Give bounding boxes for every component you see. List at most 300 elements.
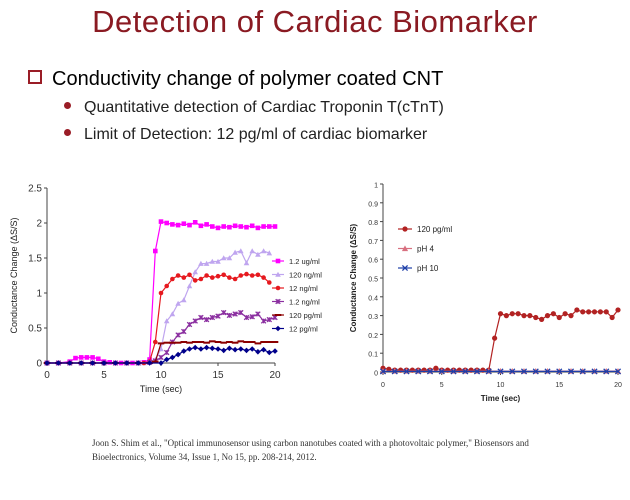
data-point <box>586 309 591 314</box>
data-point <box>492 336 497 341</box>
data-point <box>204 345 210 351</box>
data-point <box>142 360 147 365</box>
legend-label: 1.2 ug/ml <box>289 257 320 266</box>
data-point <box>163 342 170 344</box>
data-point <box>450 368 456 374</box>
data-point <box>267 250 273 255</box>
data-point <box>78 360 84 366</box>
data-point <box>158 360 164 366</box>
data-point <box>209 340 216 342</box>
data-point <box>113 361 118 366</box>
data-point <box>153 340 158 345</box>
data-point <box>124 360 130 365</box>
data-point <box>44 362 51 364</box>
data-point <box>210 315 215 320</box>
legend-label: 1.2 ng/ml <box>289 297 320 307</box>
data-point <box>186 342 193 344</box>
reference-citation <box>92 436 562 464</box>
data-point <box>176 273 181 278</box>
data-point <box>79 361 84 366</box>
data-point <box>164 284 169 289</box>
data-point <box>474 368 480 374</box>
y-axis-label: Conductance Change (ΔS/S) <box>349 223 358 333</box>
data-point <box>56 360 62 366</box>
data-point <box>521 368 527 374</box>
y-tick-label: 0.9 <box>368 201 378 209</box>
data-point <box>256 312 261 317</box>
data-point <box>198 346 204 352</box>
data-point <box>232 342 239 344</box>
data-point <box>67 360 73 365</box>
round-bullet-icon <box>64 129 71 136</box>
data-point <box>203 342 210 344</box>
data-point <box>255 252 261 257</box>
data-point <box>273 224 278 229</box>
data-point <box>226 341 233 343</box>
data-point <box>192 341 199 343</box>
legend-label: pH 10 <box>417 264 439 273</box>
data-point <box>498 369 503 374</box>
x-tick-label: 20 <box>269 370 281 381</box>
data-point <box>244 315 249 320</box>
data-point <box>592 309 597 314</box>
data-point <box>102 359 107 364</box>
data-point <box>221 310 226 315</box>
x-tick-label: 15 <box>555 382 564 389</box>
data-point <box>187 346 193 352</box>
data-point <box>615 369 620 374</box>
data-point <box>591 368 597 374</box>
data-point <box>392 369 397 374</box>
data-point <box>272 348 278 354</box>
data-point <box>415 368 421 374</box>
data-point <box>568 369 573 374</box>
y-axis-label: Conductance Change (ΔS/S) <box>9 217 19 334</box>
legend-label: pH 4 <box>417 244 434 254</box>
data-point <box>101 360 107 366</box>
data-point <box>261 319 266 324</box>
data-point <box>68 361 73 366</box>
data-point <box>604 369 609 374</box>
data-point <box>250 224 255 229</box>
x-tick-label: 15 <box>212 370 224 381</box>
data-point <box>90 360 96 365</box>
data-point <box>497 368 503 374</box>
data-point <box>238 248 244 253</box>
data-point <box>169 342 176 344</box>
data-point <box>182 221 187 226</box>
data-point <box>159 291 164 296</box>
data-point <box>261 224 266 229</box>
data-point <box>187 223 192 228</box>
data-point <box>544 368 550 374</box>
data-point <box>486 369 491 374</box>
data-point <box>533 315 538 320</box>
data-point <box>486 368 492 374</box>
data-point <box>404 368 409 373</box>
data-point <box>445 368 450 373</box>
data-point <box>136 361 141 366</box>
data-point <box>273 315 278 320</box>
data-point <box>220 342 227 344</box>
legend-marker <box>275 314 282 316</box>
data-point <box>182 329 187 334</box>
data-point <box>146 362 153 364</box>
data-point <box>392 368 398 374</box>
data-point <box>403 368 409 374</box>
data-point <box>404 369 409 374</box>
data-point <box>175 301 181 306</box>
data-point <box>175 342 182 344</box>
data-point <box>136 361 141 366</box>
data-point <box>498 311 503 316</box>
data-point <box>135 360 141 365</box>
data-point <box>232 347 238 353</box>
data-point <box>227 255 233 260</box>
data-point <box>56 360 62 365</box>
data-point <box>164 357 170 363</box>
data-point <box>135 362 142 364</box>
data-point <box>221 348 227 354</box>
data-point <box>474 369 479 374</box>
data-point <box>204 261 210 266</box>
legend-label: 120 ng/ml <box>289 270 322 280</box>
data-point <box>557 369 562 374</box>
data-point <box>227 275 232 280</box>
y-tick-label: 1 <box>374 182 378 190</box>
y-tick-label: 0 <box>36 358 42 370</box>
series-line-3 <box>47 274 269 363</box>
data-point <box>580 369 585 374</box>
data-point <box>181 348 187 354</box>
data-point <box>90 361 95 366</box>
data-point <box>193 319 198 324</box>
data-point <box>159 355 164 360</box>
main-bullet-text: Conductivity change of polymer coated CNT <box>52 68 444 90</box>
data-point <box>250 315 255 320</box>
data-point <box>255 342 262 344</box>
y-tick-label: 0.1 <box>368 351 378 359</box>
data-point <box>176 223 181 228</box>
data-point <box>164 350 169 355</box>
data-point <box>113 360 119 365</box>
data-point <box>451 368 456 373</box>
data-point <box>433 366 438 371</box>
data-point <box>244 348 250 354</box>
data-point <box>504 313 509 318</box>
data-point <box>267 280 272 285</box>
data-point <box>125 361 130 366</box>
data-point <box>580 309 585 314</box>
data-point <box>45 361 50 366</box>
data-point <box>170 277 175 282</box>
data-point <box>215 346 221 352</box>
data-point <box>380 369 385 374</box>
data-point <box>261 275 266 280</box>
data-point <box>89 362 96 364</box>
data-point <box>113 361 118 366</box>
x-tick-label: 0 <box>44 370 50 381</box>
data-point <box>250 273 255 278</box>
data-point <box>204 273 209 278</box>
data-point <box>267 224 272 229</box>
data-point <box>182 275 187 280</box>
series-line-4 <box>47 313 275 363</box>
data-point <box>221 224 226 229</box>
y-tick-label: 2.5 <box>28 183 42 195</box>
data-point <box>176 333 181 338</box>
data-point <box>170 355 176 361</box>
data-point <box>527 313 532 318</box>
data-point <box>216 314 221 319</box>
data-point <box>68 359 73 364</box>
data-point <box>107 360 112 365</box>
data-point <box>90 361 95 366</box>
data-point <box>233 312 238 317</box>
data-point <box>260 341 267 343</box>
data-point <box>210 346 216 352</box>
data-point <box>187 322 192 327</box>
x-tick-label: 5 <box>439 382 444 389</box>
data-point <box>45 361 50 366</box>
series-line-1 <box>47 222 275 363</box>
data-point <box>187 283 193 288</box>
sub-bullet-1 <box>64 99 444 117</box>
data-point <box>153 357 159 362</box>
data-point <box>221 255 227 260</box>
data-point <box>193 278 198 283</box>
data-point <box>469 368 474 373</box>
legend-marker <box>276 299 281 304</box>
x-tick-label: 5 <box>101 370 107 381</box>
data-point <box>101 362 108 364</box>
data-point <box>210 259 216 264</box>
data-point <box>193 220 198 225</box>
data-point <box>416 369 421 374</box>
x-tick-label: 10 <box>496 382 505 389</box>
data-point <box>56 361 61 366</box>
data-point <box>568 368 574 374</box>
data-point <box>427 368 432 373</box>
data-point <box>227 313 232 318</box>
data-point <box>112 362 119 364</box>
legend-marker <box>275 326 281 332</box>
data-point <box>392 368 397 373</box>
data-point <box>510 311 515 316</box>
reference-line-1: Joon S. Shim et al., "Optical immunosensor using carbon nanotubes coated with a photovoltaic polymer," Biosensors and <box>92 438 529 448</box>
x-tick-label: 20 <box>614 382 622 389</box>
x-axis-label: Time (sec) <box>480 394 521 403</box>
series-line-6 <box>47 348 275 363</box>
data-point <box>239 273 244 278</box>
data-point <box>153 359 158 364</box>
data-point <box>56 361 61 366</box>
square-bullet-icon <box>28 70 42 84</box>
data-point <box>130 361 135 366</box>
round-bullet-icon <box>64 102 71 109</box>
data-point <box>56 361 61 366</box>
y-tick-label: 0.2 <box>368 332 378 340</box>
data-point <box>233 224 238 229</box>
legend-label: 12 ng/ml <box>289 284 318 293</box>
data-point <box>227 225 232 230</box>
data-point <box>90 360 96 366</box>
data-point <box>187 273 192 278</box>
data-point <box>73 356 78 361</box>
data-point <box>232 250 238 255</box>
data-point <box>574 307 579 312</box>
data-point <box>568 313 573 318</box>
data-point <box>79 361 84 366</box>
y-tick-label: 0 <box>374 370 378 378</box>
data-point <box>79 355 84 360</box>
data-point <box>474 368 479 373</box>
data-point <box>55 362 62 364</box>
data-point <box>152 361 159 363</box>
data-point <box>244 272 249 277</box>
data-point <box>192 345 198 351</box>
data-point <box>244 225 249 230</box>
data-point <box>147 359 152 364</box>
data-point <box>158 342 165 344</box>
data-point <box>147 359 153 364</box>
data-point <box>256 273 261 278</box>
data-point <box>216 226 221 231</box>
data-point <box>533 368 539 374</box>
data-point <box>516 311 521 316</box>
data-point <box>486 368 491 373</box>
data-point <box>199 277 204 282</box>
data-point <box>422 368 427 373</box>
data-point <box>170 222 175 227</box>
data-point <box>457 368 462 373</box>
data-point <box>451 369 456 374</box>
data-point <box>545 313 550 318</box>
x-tick-label: 0 <box>381 382 385 389</box>
main-bullet <box>28 68 443 91</box>
data-point <box>238 340 245 342</box>
data-point <box>267 317 272 322</box>
y-tick-label: 0.5 <box>368 276 378 284</box>
data-point <box>557 315 562 320</box>
y-tick-label: 1 <box>36 288 42 300</box>
y-tick-label: 0.6 <box>368 257 378 265</box>
y-tick-label: 1.5 <box>28 253 42 265</box>
x-tick-label: 10 <box>155 370 167 381</box>
slide-title: Detection of Cardiac Biomarker <box>92 4 538 39</box>
y-tick-label: 0.7 <box>368 238 378 246</box>
data-point <box>261 347 267 353</box>
data-point <box>78 362 85 364</box>
data-point <box>181 341 188 343</box>
data-point <box>592 369 597 374</box>
data-point <box>580 368 586 374</box>
data-point <box>102 361 107 366</box>
data-point <box>68 361 73 366</box>
data-point <box>85 355 90 360</box>
data-point <box>386 367 391 372</box>
data-point <box>563 311 568 316</box>
data-point <box>215 341 222 343</box>
data-point <box>480 368 485 373</box>
data-point <box>135 360 141 366</box>
data-point <box>198 261 204 266</box>
legend-marker <box>276 286 281 291</box>
data-point <box>215 259 221 264</box>
data-point <box>249 346 255 352</box>
data-point <box>204 317 209 322</box>
data-point <box>427 368 433 374</box>
data-point <box>170 311 176 316</box>
x-axis-label: Time (sec) <box>139 384 183 394</box>
data-point <box>427 369 432 374</box>
data-point <box>380 368 386 374</box>
data-point <box>509 368 515 374</box>
data-point <box>125 361 130 366</box>
data-point <box>44 360 50 365</box>
y-tick-label: 0.5 <box>28 323 42 335</box>
legend-marker <box>276 259 281 264</box>
data-point <box>603 368 609 374</box>
data-point <box>192 269 198 274</box>
data-point <box>78 360 84 365</box>
data-point <box>610 315 615 320</box>
data-point <box>521 369 526 374</box>
series-line-5 <box>47 341 275 363</box>
legend-marker <box>402 226 407 231</box>
data-point <box>249 248 255 253</box>
reference-line-2: Bioelectronics, Volume 34, Issue 1, No 15, pp. 208-214, 2012. <box>92 452 317 462</box>
y-tick-label: 0.4 <box>368 295 378 303</box>
data-point <box>142 361 147 366</box>
data-point <box>272 341 279 343</box>
data-point <box>44 360 50 366</box>
data-point <box>521 313 526 318</box>
data-point <box>239 224 244 229</box>
data-point <box>159 219 164 224</box>
legend-marker <box>402 245 408 251</box>
y-tick-label: 0.3 <box>368 314 378 322</box>
data-point <box>266 341 273 343</box>
data-point <box>416 368 421 373</box>
data-point <box>545 369 550 374</box>
data-point <box>410 368 415 373</box>
data-point <box>533 369 538 374</box>
data-point <box>124 362 131 364</box>
data-point <box>147 360 153 366</box>
data-point <box>243 341 250 343</box>
data-point <box>204 222 209 227</box>
data-point <box>210 224 215 229</box>
y-tick-label: 0.8 <box>368 220 378 228</box>
data-point <box>233 277 238 282</box>
y-tick-label: 2 <box>36 218 42 230</box>
data-point <box>199 315 204 320</box>
data-point <box>170 340 175 345</box>
data-point <box>551 311 556 316</box>
data-point <box>598 309 603 314</box>
data-point <box>238 346 244 352</box>
data-point <box>398 368 403 373</box>
data-point <box>153 249 158 254</box>
data-point <box>244 260 250 265</box>
sub-bullet-2 <box>64 126 427 144</box>
data-point <box>239 310 244 315</box>
data-point <box>124 360 130 366</box>
series-line-2 <box>47 251 269 363</box>
sub-bullet-text-2: Limit of Detection: 12 pg/ml of cardiac biomarker <box>84 126 428 143</box>
data-point <box>175 352 181 358</box>
